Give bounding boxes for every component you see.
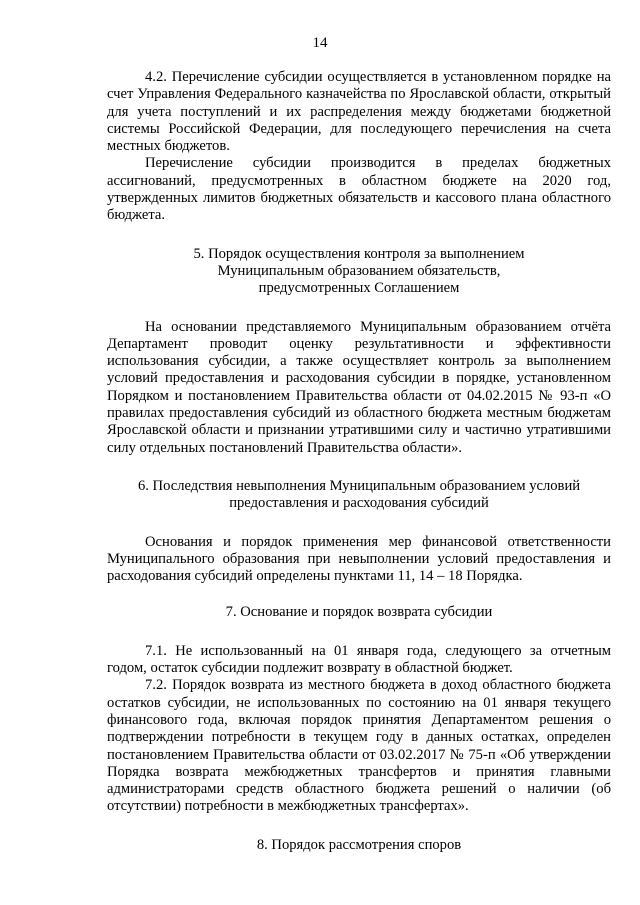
section-8-heading: 8. Порядок рассмотрения споров [256, 836, 462, 853]
spacer [107, 457, 611, 478]
spacer [107, 585, 611, 604]
page-number: 14 [312, 35, 328, 51]
section-5-heading: 5. Порядок осуществления контроля за выполнением Муниципальным образованием обязательств, предусмотренных Соглашением [193, 245, 525, 297]
spacer [107, 816, 611, 837]
section-6-heading: 6. Последствия невыполнения Муниципальным образованием условий предоставления и расходования субсидий [137, 477, 581, 512]
paragraph-7-1: 7.1. Не использованный на 01 января года, следующего за отчетным годом, остаток субсидии подлежит возврату в областной бюджет. [107, 642, 611, 677]
document-body [107, 69, 611, 854]
paragraph-6: Основания и порядок применения мер финансовой ответственности Муниципального образования при невыполнении условий предоставления и расходования субсидий определены пунктами 11, 14 – 18 Порядка. [107, 533, 611, 585]
paragraph-4-2: 4.2. Перечисление субсидии осуществляется в установленном порядке на счет Управления Федерального казначейства по Ярославской области, открытый для учета поступлений и их распределения между бюджетами бюджетной системы Российской Федерации, для последующего перечисления на счета местных бюджетов. [107, 69, 611, 155]
paragraph-5: На основании представляемого Муниципальным образованием отчёта Департамент проводит оценку результативности и эффективности использования субсидии, а также осуществляет контроль за выполнением условий предоставления и расходования субсидии в порядке, установленном Порядком и постановлением Правительства области от 04.02.2015 № 93-п «О правилах предоставления субсидий из областного бюджета местным бюджетам Ярославской области и признании утратившими силу и частично утратившими силу отдельных постановлений Правительства области». [107, 318, 611, 456]
spacer [107, 513, 611, 534]
paragraph-7-2: 7.2. Порядок возврата из местного бюджета в доход областного бюджета остатков субсидии, не использованных по состоянию на 01 января текущего финансового года, включая порядок принятия Департаментом решения о подтверждении потребности в текущем году в данных остатках, определен постановлением Правительства области от 03.02.2017 № 75-п «Об утверждении Порядка возврата межбюджетных трансфертов и принятия главными администраторами средств областного бюджета решений о наличии (об отсутствии) потребности в межбюджетных трансфертах». [107, 677, 611, 815]
paragraph-4-2-continued: Перечисление субсидии производится в пределах бюджетных ассигнований, предусмотренных в областном бюджете на 2020 год, утвержденных лимитов бюджетных обязательств и кассового плана областного бюджета. [107, 155, 611, 224]
section-7-heading: 7. Основание и порядок возврата субсидии [225, 604, 493, 621]
spacer [107, 298, 611, 319]
spacer [107, 225, 611, 246]
spacer [107, 622, 611, 643]
